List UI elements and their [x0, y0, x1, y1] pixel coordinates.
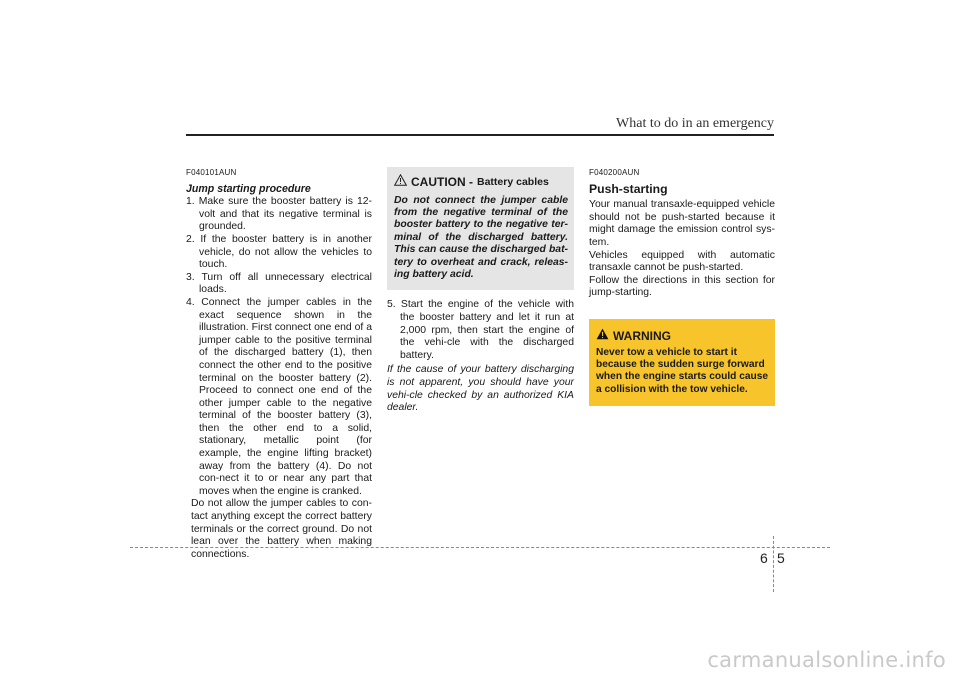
subheading: Jump starting procedure: [186, 182, 311, 195]
paragraph: Your manual transaxle-equipped vehicle should not be push-started because it might damage the emission control sys-tem.: [589, 199, 775, 248]
caution-text: Do not connect the jumper cable from the negative terminal of the booster battery to the negative ter-minal of the discharged battery. This can cause the discharged bat-tery to overheat and crack, releas-ing battery acid.: [394, 194, 568, 281]
warning-box: [589, 319, 775, 406]
dealer-note: If the cause of your battery discharging is not apparent, you should have your vehi-cle checked by an authorized KIA dealer.: [387, 364, 574, 414]
paragraph: Vehicles equipped with automatic transaxle cannot be push-started.: [589, 249, 775, 274]
page-number: 5: [777, 550, 785, 566]
left-column: [186, 167, 372, 561]
caution-box: [387, 167, 574, 290]
section-title: Push-starting: [589, 181, 668, 196]
step-item: 3. Turn off all unnecessary electrical loads.: [186, 271, 372, 296]
warning-triangle-icon: [596, 328, 609, 345]
section-code: F040200AUN: [589, 168, 640, 177]
header-rule: [186, 134, 774, 136]
chapter-number: 6: [760, 550, 768, 566]
caution-header: [394, 174, 568, 191]
step-item: 5. Start the engine of the vehicle with the booster battery and let it run at 2,000 rpm, then start the engine of the vehi-cle with the discharged battery.: [387, 299, 574, 361]
watermark: carmanualsonline.info: [707, 648, 946, 672]
warning-triangle-icon: [394, 174, 407, 191]
paragraph: Follow the directions in this section for jump-starting.: [589, 274, 775, 299]
cable-note: Do not allow the jumper cables to con-tact anything except the correct battery terminals or the correct ground. Do not lean over the battery when making connections.: [191, 498, 372, 560]
step-item: 2. If the booster battery is in another vehicle, do not allow the vehicles to touch.: [186, 233, 372, 271]
page-number-divider: [773, 536, 774, 592]
steps-list-continued: [387, 299, 574, 362]
warning-header: [596, 328, 769, 345]
step-item: 1. Make sure the booster battery is 12-volt and that its negative terminal is grounded.: [186, 196, 372, 233]
header-title: What to do in an emergency: [616, 116, 774, 131]
caution-subtitle: Battery cables: [477, 176, 549, 188]
step-item: 4. Connect the jumper cables in the exact sequence shown in the illustration. First connect one end of a jumper cable to the positive terminal of the discharged battery (1), then connect the other end to the positive terminal on the booster battery (2). Proceed to connect one end of the other jumper cable to the negative terminal of the booster battery (3), then the other end to a solid, stationary, metallic point (for example, the engine lifting bracket) away from the battery (4). Do not con-nect it to or near any part that moves when the engine is cranked.: [186, 296, 372, 497]
warning-text: Never tow a vehicle to start it because the sudden surge forward when the engine starts could cause a collision with the tow vehicle.: [596, 346, 769, 395]
warning-title: WARNING: [613, 328, 671, 343]
middle-column: [387, 167, 574, 415]
caution-title: CAUTION -: [411, 175, 473, 189]
footer-divider: [130, 547, 830, 548]
steps-list: [186, 196, 372, 498]
section-code: F040101AUN: [186, 168, 237, 177]
right-column: [589, 167, 775, 406]
